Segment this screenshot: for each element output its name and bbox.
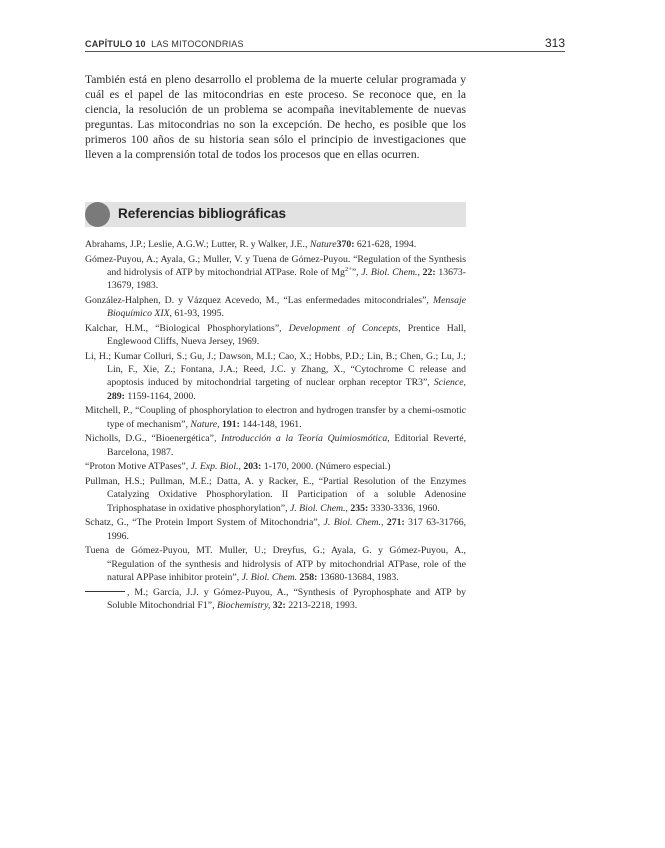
reference-volume: 22:: [419, 267, 436, 278]
reference-pages: 317 63-31766, 1996.: [107, 517, 467, 542]
references-banner: [85, 202, 466, 227]
reference-text: Nicholls, D.G., “Bioenergética”,: [85, 433, 222, 445]
reference-item: [85, 294, 466, 320]
reference-volume: 235:: [347, 502, 369, 514]
reference-volume: 271:: [383, 517, 405, 529]
reference-journal: Nature: [309, 239, 337, 250]
reference-text: ,: [417, 267, 420, 278]
section-bullet-icon: [85, 202, 110, 227]
reference-volume: 203:: [240, 461, 262, 473]
reference-journal: J. Biol. Chem.,: [289, 502, 348, 514]
chapter-title: LAS MITOCONDRIAS: [151, 39, 244, 49]
reference-item: [85, 475, 466, 515]
reference-journal: Development of Concepts,: [288, 323, 401, 334]
running-header: [85, 36, 565, 52]
reference-journal: J. Biol. Chem.: [323, 517, 381, 529]
header-rule: [85, 51, 565, 52]
reference-text: ,: [381, 517, 384, 529]
reference-pages: 1159-1164, 2000.: [124, 390, 196, 402]
reference-text: Gómez-Puyou, A.; Ayala, G.; Muller, V. y Tuena de Gómez-Puyou. “Regulation of the Synthesis and hidrolysis of ATP by mitochondrial ATPase. Role of Mg: [85, 253, 466, 278]
reference-text: Tuena de Gómez-Puyou, MT. Muller, U.; Dreyfus, G.; Ayala, G. y Gómez-Puyou, A., “Regulation of the synthesis and hidrolysis of ATP by mitochondrial ATPase, role of the natural APPase inhibitor protein”,: [85, 545, 466, 583]
reference-item: [85, 404, 466, 430]
reference-pages: 61-93, 1995.: [171, 308, 224, 320]
reference-text: Pullman, H.S.; Pullman, M.E.; Datta, A. y Racker, E., “Partial Resolution of the Enzymes Catalyzing Oxidative Phosphorylation. II Participation of a soluble Adenosine Triphosphatase in oxidative phosphorylation”,: [85, 476, 466, 514]
chapter-label: CAPÍTULO 10: [85, 39, 146, 49]
reference-item: [85, 544, 466, 584]
reference-text: ”,: [351, 267, 362, 278]
reference-pages: Prentice Hall, Englewood Cliffs, Nueva Jersey, 1969.: [107, 323, 467, 348]
reference-pages: 621-628, 1994.: [354, 239, 417, 250]
reference-item: [85, 516, 466, 542]
chapter-heading: [85, 39, 244, 49]
reference-item: [85, 238, 466, 251]
reference-item: [85, 432, 466, 458]
reference-volume: 289:: [107, 390, 125, 402]
reference-pages: 144-148, 1961.: [239, 418, 302, 430]
intro-paragraph: También está en pleno desarrollo el problema de la muerte celular programada y cuál es el papel de las mitocondrias en este proceso. Se reconoce que, en la ciencia, la resolución de un problema se acompaña inevitablemente de nuevas preguntas. Las mitocondrias no son la excepción. De hecho, es posible que los primeros 100 años de su historia sean sólo el principio de investigaciones que lleven a la comprensión total de todos los procesos que en ellas ocurren.: [85, 73, 466, 162]
reference-pages: 13673-13679, 1983.: [107, 267, 466, 292]
repeated-author-dash: [85, 591, 125, 592]
reference-text: Abrahams, J.P.; Leslie, A.G.W.; Lutter, R. y Walker, J.E.,: [85, 239, 310, 250]
reference-volume: 370:: [336, 239, 355, 250]
reference-item: [85, 253, 466, 293]
section-title: Referencias bibliográficas: [118, 206, 287, 221]
reference-superscript: 2+: [344, 265, 352, 273]
reference-text: Kalchar, H.M., “Biological Phosphorylations”,: [85, 323, 289, 334]
reference-volume: 32:: [270, 599, 286, 611]
reference-text: , M.; García, J.J. y Gómez-Puyou, A., “Synthesis of Pyrophosphate and ATP by Soluble Mitochondrial F1”,: [107, 586, 466, 611]
reference-pages: 3330-3336, 1960.: [368, 502, 440, 514]
reference-journal: Introducción a la Teoría Quimiosmótica,: [221, 433, 390, 445]
reference-item: [85, 586, 466, 612]
reference-item: [85, 460, 466, 473]
reference-item: [85, 322, 466, 348]
reference-journal: Nature,: [190, 418, 220, 430]
reference-journal: Mensaje Bioquímico XIX,: [107, 295, 466, 320]
reference-text: González-Halphen, D. y Vázquez Acevedo, M., “Las enfermedades mitocondriales”,: [85, 295, 433, 306]
reference-text: “Proton Motive ATPases”,: [85, 461, 191, 473]
reference-pages: 13680-13684, 1983.: [317, 571, 399, 583]
reference-pages: 1-170, 2000. (Número especial.): [261, 461, 391, 473]
reference-pages: Editorial Reverté, Barcelona, 1987.: [107, 433, 467, 458]
reference-volume: 258:: [297, 571, 318, 583]
reference-journal: Science,: [433, 377, 466, 389]
reference-journal: J. Biol. Chem.: [241, 571, 298, 583]
reference-text: Li, H.; Kumar Colluri, S.; Gu, J.; Dawson, M.I.; Cao, X.; Hobbs, P.D.; Lin, B.; Chen, G.; Lu, J.; Lin, F., Xie, Z.; Fontana, J.A.; Reed, J.C. y Zhang, X., “Cytochrome C release and apoptosis induced by mitochondrial targeting of nuclear orphan receptor TR3”,: [85, 351, 466, 389]
reference-pages: 2213-2218, 1993.: [285, 599, 358, 611]
reference-journal: J. Exp. Biol.,: [190, 461, 241, 473]
page-number: 313: [544, 36, 565, 50]
reference-journal: Biochemistry,: [216, 599, 271, 611]
reference-volume: 191:: [219, 418, 240, 430]
reference-list: [85, 238, 466, 614]
reference-journal: J. Biol. Chem.: [361, 267, 418, 278]
reference-text: Mitchell, P., “Coupling of phosphorylation to electron and hydrogen transfer by a chemi-osmotic type of mechanism”,: [85, 405, 466, 430]
reference-item: [85, 350, 466, 403]
reference-text: Schatz, G., “The Protein Import System of Mitochondria”,: [85, 517, 324, 529]
